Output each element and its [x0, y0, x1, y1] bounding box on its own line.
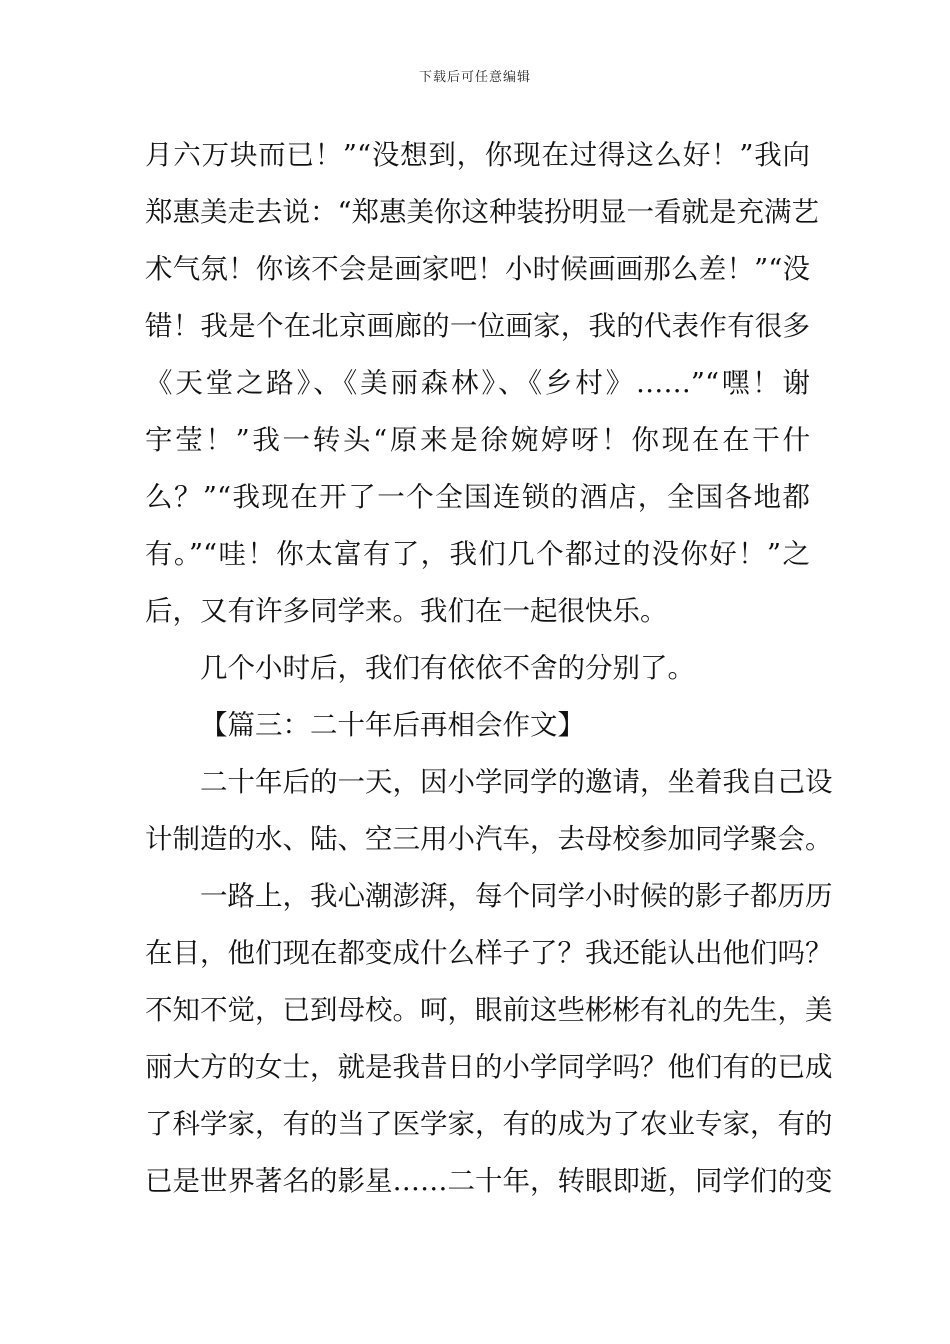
text-line: 么？”“我现在开了一个全国连锁的酒店，全国各地都: [145, 481, 810, 513]
document-body: [145, 127, 833, 1210]
text-line: 不知不觉，已到母校。呵，眼前这些彬彬有礼的先生，美: [145, 994, 833, 1026]
text-line: 有。”“哇！你太富有了，我们几个都过的没你好！”之: [145, 538, 810, 570]
page-header: 下载后可任意编辑: [418, 70, 531, 85]
text-line: 二十年后的一天，因小学同学的邀请，坐着我自己设: [200, 766, 833, 798]
text-line: 计制造的水、陆、空三用小汽车，去母校参加同学聚会。: [145, 823, 833, 855]
text-line: 已是世界著名的影星……二十年，转眼即逝，同学们的变: [145, 1165, 833, 1197]
text-line: 在目，他们现在都变成什么样子了？我还能认出他们吗？: [145, 937, 833, 969]
text-line: 错！我是个在北京画廊的一位画家，我的代表作有很多: [145, 310, 810, 342]
text-line: 宇莹！”我一转头“原来是徐婉婷呀！你现在在干什: [145, 424, 810, 456]
text-line: 丽大方的女士，就是我昔日的小学同学吗？他们有的已成: [145, 1051, 833, 1083]
text-line: 一路上，我心潮澎湃，每个同学小时候的影子都历历: [200, 880, 833, 912]
text-line: 月六万块而已！”“没想到，你现在过得这么好！”我向: [145, 139, 810, 171]
text-line: 几个小时后，我们有依依不舍的分别了。: [200, 652, 695, 684]
text-line: 术气氛！你该不会是画家吧！小时候画画那么差！”“没: [145, 253, 810, 285]
text-line: 《天堂之路》、《美丽森林》、《乡村》……”“嘿！谢: [145, 367, 810, 399]
text-line: 后，又有许多同学来。我们在一起很快乐。: [145, 595, 668, 627]
text-line: 了科学家，有的当了医学家，有的成为了农业专家，有的: [145, 1108, 833, 1140]
text-line: 郑惠美走去说：“郑惠美你这种装扮明显一看就是充满艺: [145, 196, 820, 228]
section-heading: 【篇三：二十年后再相会作文】: [200, 709, 585, 741]
